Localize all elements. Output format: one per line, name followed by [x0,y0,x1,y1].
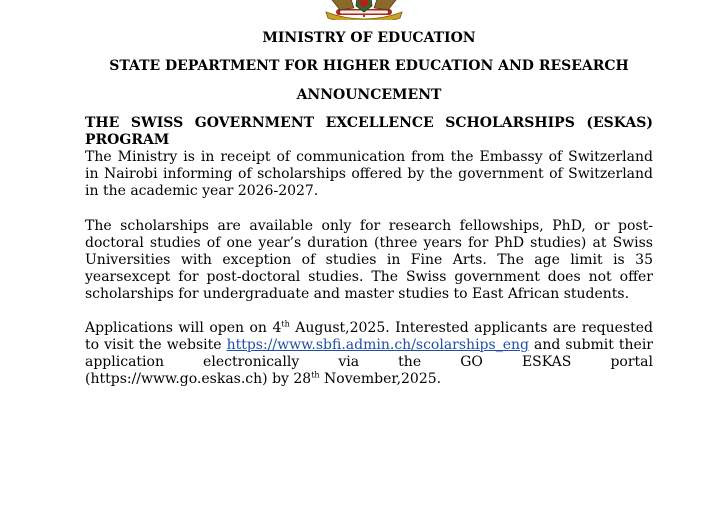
scholarships-website-link[interactable]: https://www.sbfi.admin.ch/scolarships_eng [226,337,529,353]
ministry-heading: MINISTRY OF EDUCATION [262,30,476,46]
paragraph-eligibility: The scholarships are available only for research fellowships, PhD, or post-doctoral studies of one year’s duration (three years for PhD studies) at Swiss Universities with exception of studies in Fine Arts. The age limit is 35 yearsexcept for post-doctoral studies. The Swiss government does not offer scholarships for undergraduate and master studies to East African students. [85,218,653,302]
coat-of-arms-icon [318,0,410,20]
paragraph-receipt: The Ministry is in receipt of communication from the Embassy of Switzerland in Nairobi informing of scholarships offered by the government of Switzerland in the academic year 2026-2027. [85,149,653,199]
paragraph-applications [85,320,653,388]
department-heading: STATE DEPARTMENT FOR HIGHER EDUCATION AND RESEARCH [109,58,629,74]
applications-line: Applications will open on 4th August,2025. Interested applicants are requested to visit the website https://www.sbfi.admin.ch/scolarships_eng and submit their application electronically via the GO ESKAS portal [85,319,654,370]
announcement-heading: ANNOUNCEMENT [296,87,442,103]
program-title: THE SWISS GOVERNMENT EXCELLENCE SCHOLARSHIPS (ESKAS) PROGRAM [85,115,653,148]
deadline-line: (https://www.go.eskas.ch) by 28th November,2025. [85,370,442,387]
